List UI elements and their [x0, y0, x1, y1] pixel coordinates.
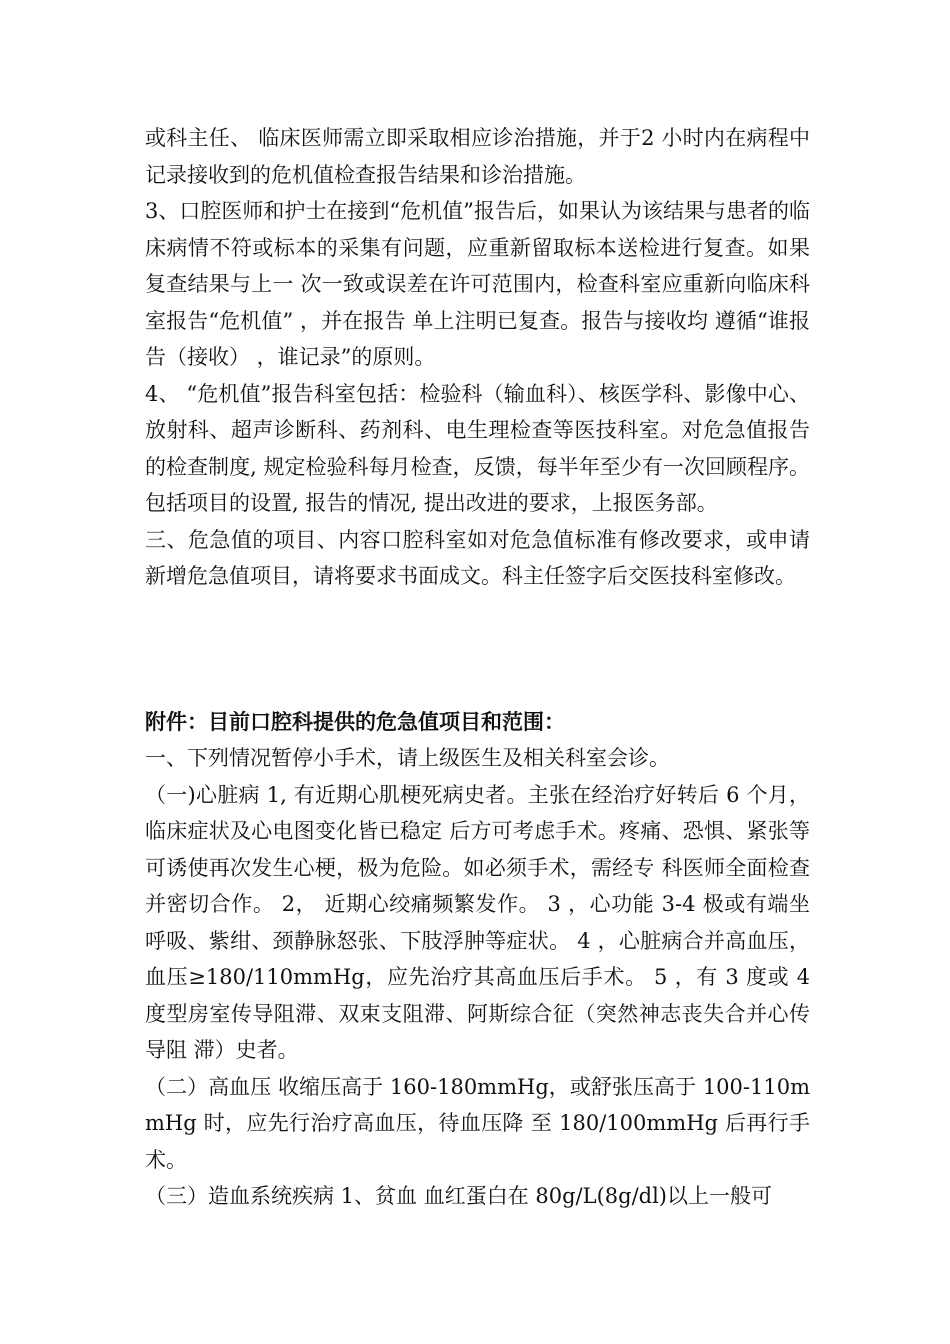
paragraph-suspend-surgery: 一、下列情况暂停小手术，请上级医生及相关科室会诊。 — [145, 746, 670, 770]
paragraph-reporting-departments: 4、 “危机值”报告科室包括：检验科（输血科）、核医学科、影像中心、放射科、超声诊断科、药剂科、电生理检查等医技科室。对危急值报告的检查制度, 规定检验科每月检查，反馈，每半年至少有一次回顾程序。包括项目的设置, 报告的情况, 提出改进的要求，上报医务部。 — [145, 381, 810, 515]
paragraph-report-handling: 或科主任、 临床医师需立即采取相应诊治措施，并于2 小时内在病程中记录接收到的危机值检查报告结果和诊治措施。 — [145, 126, 810, 187]
paragraph-heart-disease: （一)心脏病 1, 有近期心肌梗死病史者。主张在经治疗好转后 6 个月，临床症状及心电图变化皆已稳定 后方可考虑手术。疼痛、恐惧、紧张等可诱使再次发生心梗，极为危险。如必须手术，需经专 科医师全面检查并密切合作。 2， 近期心绞痛频繁发作。 3 ，心功能 3-4 极或有端坐呼吸、紫绀、颈静脉怒张、下肢浮肿等症状。 4 ，心脏病合并高血压，血压≥180/110mmHg，应先治疗其高血压后手术。 5 ，有 3 度或 4 度型房室传导阻滞、双束支阻滞、阿斯综合征（突然神志丧失合并心传导阻 滞）史者。 — [145, 782, 810, 1062]
paragraph-recheck-procedure: 3、口腔医师和护士在接到“危机值”报告后，如果认为该结果与患者的临床病情不符或标本的采集有问题，应重新留取标本送检进行复查。如果复查结果与上一 次一致或误差在许可范围内，检查科室应重新向临床科室报告“危机值” ，并在报告 单上注明已复查。报告与接收均 遵循“谁报告（接收） ，谁记录”的原则。 — [145, 199, 810, 369]
paragraph-blood-disease: （三）造血系统疾病 1、贫血 血红蛋白在 80g/L(8g/dl)以上一般可 — [145, 1184, 772, 1208]
paragraph-hypertension: （二）高血压 收缩压高于 160-180mmHg，或舒张压高于 100-110mmHg 时，应先行治疗高血压，待血压降 至 180/100mmHg 后再行手术。 — [145, 1074, 810, 1172]
attachment-heading: 附件：目前口腔科提供的危急值项目和范围： — [145, 708, 565, 734]
paragraph-item-modification: 三、危急值的项目、内容口腔科室如对危急值标准有修改要求，或申请新增危急值项目，请将要求书面成文。科主任签字后交医技科室修改。 — [145, 527, 810, 588]
document-body — [145, 120, 810, 1215]
section-spacer — [145, 595, 810, 704]
